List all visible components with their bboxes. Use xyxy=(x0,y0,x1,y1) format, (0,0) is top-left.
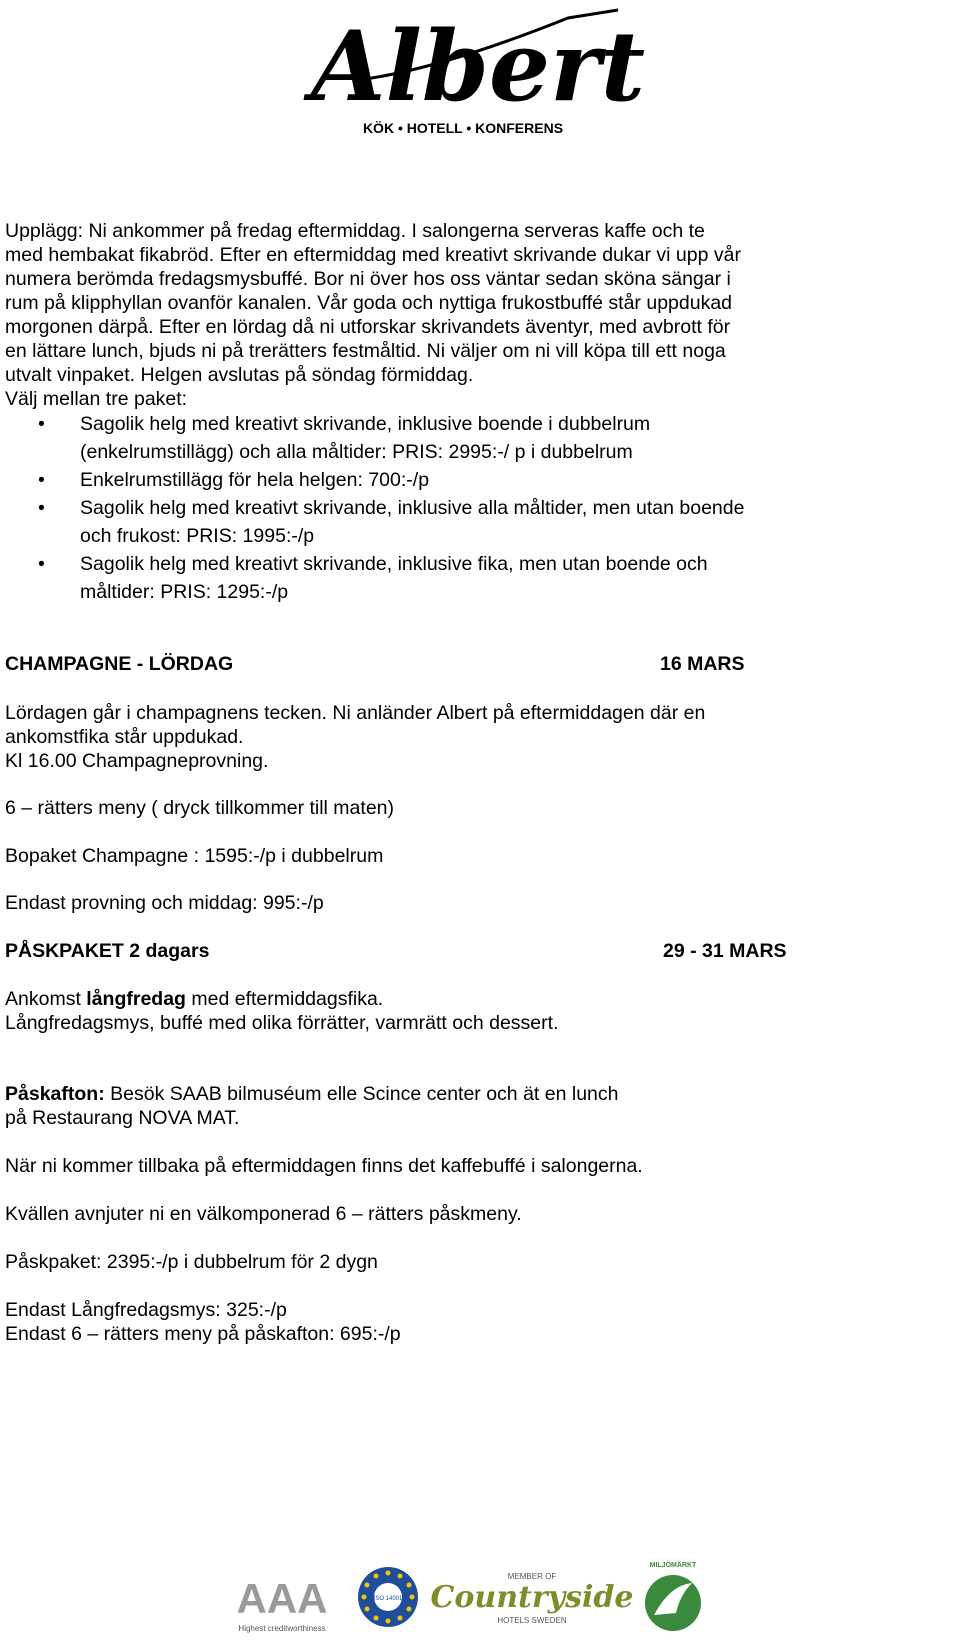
logo-wordmark: Albert xyxy=(310,10,646,123)
champagne-menu: 6 – rätters meny ( dryck tillkommer till maten) xyxy=(5,797,395,819)
easter-only-2: Endast 6 – rätters meny på påskafton: 695:-/p xyxy=(5,1323,401,1345)
bullet-icon: • xyxy=(38,497,45,519)
package-item: Sagolik helg med kreativt skrivande, inklusive boende i dubbelrum xyxy=(80,413,651,435)
intro-line: morgonen därpå. Efter en lördag då ni utforskar skrivandets äventyr, med avbrott för xyxy=(5,316,731,338)
svanen-logo xyxy=(640,1555,706,1635)
package-item: Sagolik helg med kreativt skrivande, inklusive fika, men utan boende och xyxy=(80,553,708,575)
package-item: måltider: PRIS: 1295:-/p xyxy=(80,581,289,603)
package-item: och frukost: PRIS: 1995:-/p xyxy=(80,525,315,547)
cs-name: Countryside xyxy=(430,1580,634,1615)
bullet-icon: • xyxy=(38,469,45,491)
intro-line: Upplägg: Ni ankommer på fredag eftermiddag. I salongerna serveras kaffe och te xyxy=(5,220,705,242)
paskafton-line2: på Restaurang NOVA MAT. xyxy=(5,1107,240,1129)
intro-line: Välj mellan tre paket: xyxy=(5,388,188,410)
paskafton-label: Påskafton: xyxy=(5,1083,105,1105)
champagne-desc-line: Kl 16.00 Champagneprovning. xyxy=(5,750,269,772)
aaa-mark: AAA xyxy=(236,1575,328,1622)
easter-only-1: Endast Långfredagsmys: 325:-/p xyxy=(5,1299,287,1321)
easter-line2: Långfredagsmys, buffé med olika förrätter, varmrätt och dessert. xyxy=(5,1012,559,1034)
paskafton-text: Besök SAAB bilmuséum elle Scince center och ät en lunch xyxy=(104,1083,619,1105)
easter-arrival xyxy=(5,986,383,1012)
eco-text: ISO 14001 xyxy=(373,1596,403,1602)
intro-line: rum på klipphyllan ovanför kanalen. Vår goda och nyttiga frukostbuffé står uppdukad xyxy=(5,292,733,314)
easter-price: Påskpaket: 2395:-/p i dubbelrum för 2 dygn xyxy=(5,1251,378,1273)
intro-line: med hembakat fikabröd. Efter en eftermiddag med kreativt skrivande dukar vi upp vår xyxy=(5,244,741,266)
albert-logo xyxy=(310,0,658,150)
intro-line: utvalt vinpaket. Helgen avslutas på söndag förmiddag. xyxy=(5,364,474,386)
arrival-pre: Ankomst xyxy=(5,988,87,1010)
evening-line: Kvällen avnjuter ni en välkomponerad 6 – rätters påskmeny. xyxy=(5,1203,522,1225)
albert-logo-graphic xyxy=(310,0,658,150)
package-item: (enkelrumstillägg) och alla måltider: PRIS: 2995:-/ p i dubbelrum xyxy=(80,441,633,463)
easter-title: PÅSKPAKET 2 dagars xyxy=(5,940,210,962)
bullet-icon: • xyxy=(38,413,45,435)
arrival-post: med eftermiddagsfika. xyxy=(185,988,384,1010)
champagne-title: CHAMPAGNE - LÖRDAG xyxy=(5,653,234,675)
paskafton-line xyxy=(5,1081,618,1107)
champagne-bopaket: Bopaket Champagne : 1595:-/p i dubbelrum xyxy=(5,845,384,867)
swan-text: MILJÖMÄRKT xyxy=(649,1562,697,1569)
countryside-logo xyxy=(430,1565,634,1645)
champagne-desc-line: Lördagen går i champagnens tecken. Ni anländer Albert på eftermiddagen där en xyxy=(5,702,706,724)
logo-tagline: KÖK • HOTELL • KONFERENS xyxy=(362,120,564,136)
package-item: Enkelrumstillägg för hela helgen: 700:-/p xyxy=(80,469,430,491)
intro-line: numera berömda fredagsmysbuffé. Bor ni över hos oss väntar sedan sköna sängar i xyxy=(5,268,731,290)
return-line: När ni kommer tillbaka på eftermiddagen finns det kaffebuffé i salongerna. xyxy=(5,1155,643,1177)
easter-date: 29 - 31 MARS xyxy=(663,940,787,962)
bullet-icon: • xyxy=(38,553,45,575)
intro-line: en lättare lunch, bjuds ni på trerätters festmåltid. Ni väljer om ni vill köpa till ett noga xyxy=(5,340,726,362)
eco-label-logo xyxy=(356,1565,420,1645)
arrival-strong: långfredag xyxy=(86,988,186,1010)
package-item: Sagolik helg med kreativt skrivande, inklusive alla måltider, men utan boende xyxy=(80,497,745,519)
aaa-logo xyxy=(232,1565,332,1645)
cs-sub: HOTELS SWEDEN xyxy=(497,1616,567,1625)
champagne-date: 16 MARS xyxy=(660,653,745,675)
cs-member: MEMBER OF xyxy=(507,1572,557,1581)
champagne-endast: Endast provning och middag: 995:-/p xyxy=(5,892,324,914)
champagne-desc-line: ankomstfika står uppdukad. xyxy=(5,726,244,748)
aaa-caption: Highest creditworthiness xyxy=(238,1624,326,1633)
